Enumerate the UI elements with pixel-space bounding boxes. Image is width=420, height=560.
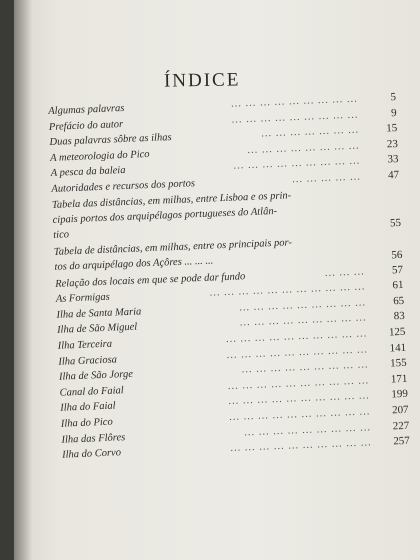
entry-label: Duas palavras sôbre as ilhas	[49, 132, 172, 149]
leader-dots: ... ... ... ... ... ... ... ... ... ...	[227, 375, 370, 392]
entry-label: Prefácio do autor	[48, 118, 124, 133]
entry-label-line: tos do arquipélago dos Açôres ... ... ...	[54, 255, 214, 273]
page-number: 33	[387, 153, 399, 166]
leader-dots: ... ... ... ... ... ... ... ... ...	[239, 312, 368, 329]
page-number: 65	[392, 294, 405, 308]
page-number: 171	[390, 372, 408, 386]
leader-dots: ... ... ...	[324, 265, 366, 279]
leader-dots: ... ... ... ... ... ... ... ... ...	[241, 359, 369, 376]
entry-label: A meteorologia do Pico	[49, 148, 150, 164]
entry-label: Ilha de São Miguel	[56, 321, 138, 337]
entry-label: Ilha do Faial	[60, 400, 116, 415]
entry-label: Relação dos locais em que se pode dar fundo	[55, 270, 246, 290]
leader-dots: ... ... ... ... ... ... ... ... ...	[231, 93, 359, 110]
page-number: 227	[392, 419, 410, 432]
page-number: 83	[393, 310, 406, 323]
page-number: 155	[389, 356, 407, 370]
book-page	[14, 0, 420, 560]
page-number: 9	[390, 106, 397, 119]
leader-dots: ... ... ... ... ... ... ... ... ...	[231, 109, 359, 126]
toc-group-2	[55, 262, 412, 463]
entry-label: A pesca da baleia	[50, 165, 126, 180]
entry-label: Ilha das Flôres	[61, 431, 126, 446]
page-number: 57	[391, 263, 404, 276]
page-number: 56	[391, 248, 403, 261]
page-number: 47	[387, 168, 400, 182]
page-number: 207	[391, 403, 409, 417]
page-number: 15	[386, 122, 398, 135]
entry-label: Ilha do Pico	[60, 416, 113, 430]
page-number: 5	[390, 91, 397, 104]
entry-label-line: Tabela de distâncias, em milhas, entre os principais por-	[53, 236, 293, 258]
toc-group-1	[48, 90, 401, 198]
entry-label: Canal do Faial	[59, 384, 124, 399]
page-number: 257	[393, 434, 411, 448]
leader-dots: ... ... ... ... ... ... ... ... ...	[233, 155, 361, 172]
leader-dots: ... ... ... ... ... ... ... ... ... ...	[230, 437, 373, 455]
entry-label-line: tico	[53, 228, 70, 241]
leader-dots: ... ... ... ... ... ... ... ... ...	[239, 297, 367, 314]
page-number: 125	[388, 325, 406, 339]
page-title: ÍNDICE	[163, 69, 241, 92]
table-of-contents	[48, 90, 412, 463]
page-number: 61	[392, 279, 404, 292]
leader-dots: ... ... ... ... ... ... ...	[261, 124, 360, 140]
leader-dots: ... ... ... ... ... ... ... ... ... ...	[228, 390, 371, 408]
entry-label: Autoridades e recursos dos portos	[51, 178, 196, 195]
leader-dots: ... ... ... ... ... ... ... ... ... ...	[229, 406, 371, 423]
entry-label: Ilha do Corvo	[61, 447, 122, 461]
entry-label: Ilha de São Jorge	[58, 368, 134, 383]
leader-dots: ... ... ... ... ... ... ... ... ...	[244, 421, 372, 438]
entry-label-line: cipais portos dos arquipélagos portugueses do Atlân-	[52, 205, 278, 226]
leader-dots: ... ... ... ... ... ... ... ... ... ... ...	[209, 281, 366, 299]
page-number: 55	[389, 216, 402, 229]
entry-label: Ilha Terceira	[57, 338, 113, 352]
page-number: 23	[386, 137, 399, 151]
leader-dots: ... ... ... ... ... ... ... ... ... ...	[225, 328, 368, 345]
entry-label: Ilha de Santa Maria	[56, 306, 142, 321]
page-number: 199	[391, 388, 409, 401]
leader-dots: ... ... ... ... ...	[292, 171, 362, 186]
entry-label: Algumas palavras	[48, 102, 125, 117]
entry-label: As Formigas	[55, 291, 110, 305]
leader-dots: ... ... ... ... ... ... ... ... ... ...	[226, 343, 369, 361]
page-number: 141	[389, 341, 407, 355]
leader-dots: ... ... ... ... ... ... ... ...	[247, 140, 361, 156]
entry-label: Ilha Graciosa	[58, 353, 118, 368]
entry-label-line: Tabela das distâncias, em milhas, entre Lisboa e os prin-	[51, 189, 292, 211]
